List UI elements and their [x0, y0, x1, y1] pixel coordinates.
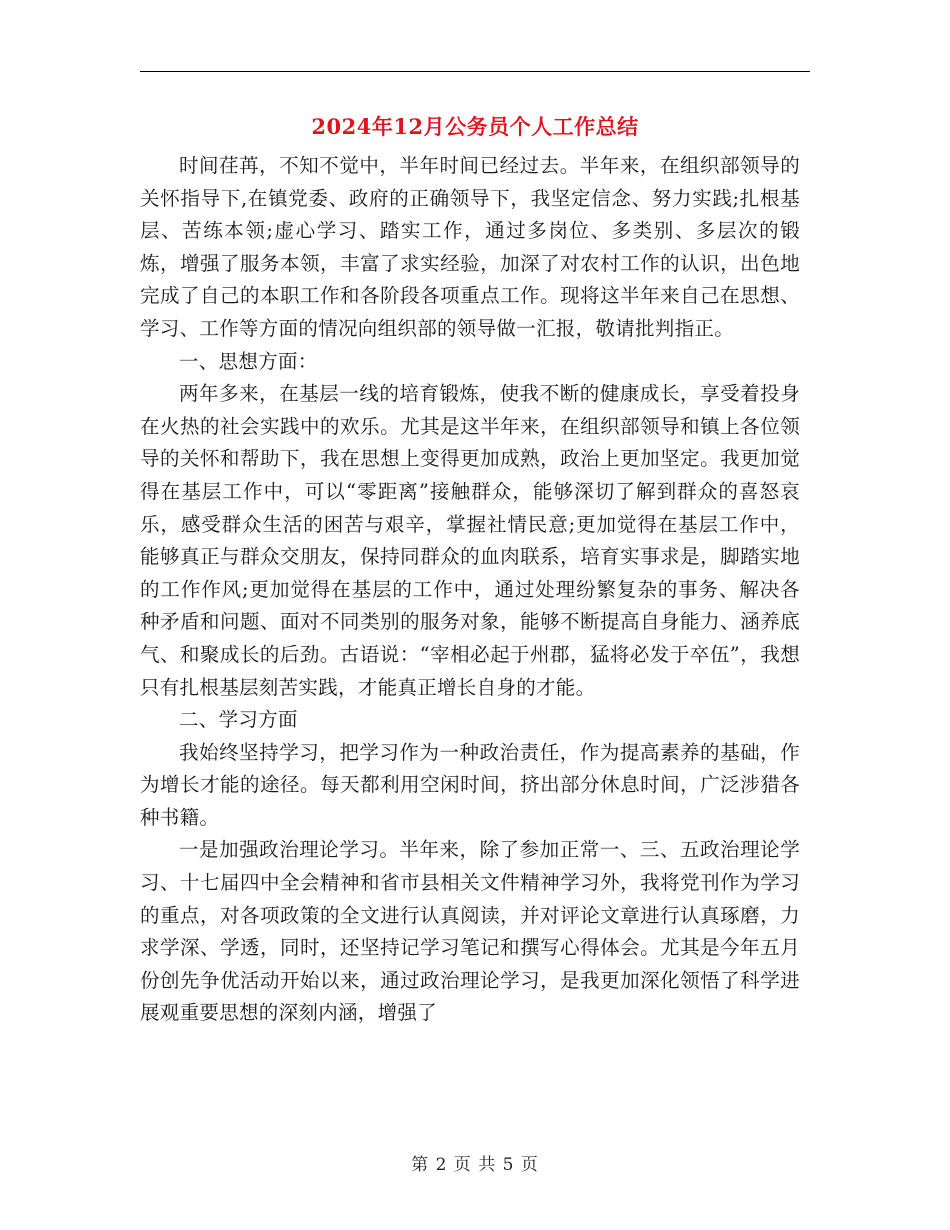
paragraph-thought: 两年多来，在基层一线的培育锻炼，使我不断的健康成长，享受着投身在火热的社会实践中的欢乐。尤其是这半年来，在组织部领导和镇上各位领导的关怀和帮助下，我在思想上变得更加成熟，政治上更加坚定。我更加觉得在基层工作中，可以“零距离”接触群众，能够深切了解到群众的喜怒哀乐，感受群众生活的困苦与艰辛，掌握社情民意;更加觉得在基层工作中，能够真正与群众交朋友，保持同群众的血肉联系，培育实事求是，脚踏实地的工作作风;更加觉得在基层的工作中，通过处理纷繁复杂的事务、解决各种矛盾和问题、面对不同类别的服务对象，能够不断提高自身能力、涵养底气、和聚成长的后劲。古语说：“宰相必起于州郡，猛将必发于卒伍”，我想只有扎根基层刻苦实践，才能真正增长自身的才能。	[140, 382, 800, 699]
paragraph-intro: 时间荏苒，不知不觉中，半年时间已经过去。半年来，在组织部领导的关怀指导下,在镇党委、政府的正确领导下，我坚定信念、努力实践;扎根基层、苦练本领;虚心学习、踏实工作，通过多岗位、多类别、多层次的锻炼，增强了服务本领，丰富了求实经验，加深了对农村工作的认识，出色地完成了自己的本职工作和各阶段各项重点工作。现将这半年来自己在思想、学习、工作等方面的情况向组织部的领导做一汇报，敬请批判指正。	[140, 154, 800, 340]
header-rule	[140, 71, 810, 72]
section-heading-study: 二、学习方面	[179, 708, 298, 732]
page-number-footer: 第 2 页 共 5 页	[411, 1155, 539, 1175]
paragraph-political-theory: 一是加强政治理论学习。半年来，除了参加正常一、三、五政治理论学习、十七届四中全会精神和省市县相关文件精神学习外，我将党刊作为学习的重点，对各项政策的全文进行认真阅读，并对评论文章进行认真琢磨，力求学深、学透，同时，还坚持记学习笔记和撰写心得体会。尤其是今年五月份创先争优活动开始以来，通过政治理论学习，是我更加深化领悟了科学进展观重要思想的深刻内涵，增强了	[140, 838, 800, 1025]
section-heading-thought: 一、思想方面：	[179, 349, 318, 373]
paragraph-study: 我始终坚持学习，把学习作为一种政治责任，作为提高素养的基础，作为增长才能的途径。每天都利用空闲时间，挤出部分休息时间，广泛涉猎各种书籍。	[140, 740, 800, 829]
document-title: 2024年12月公务员个人工作总结	[311, 114, 639, 139]
document-body	[140, 150, 800, 1030]
